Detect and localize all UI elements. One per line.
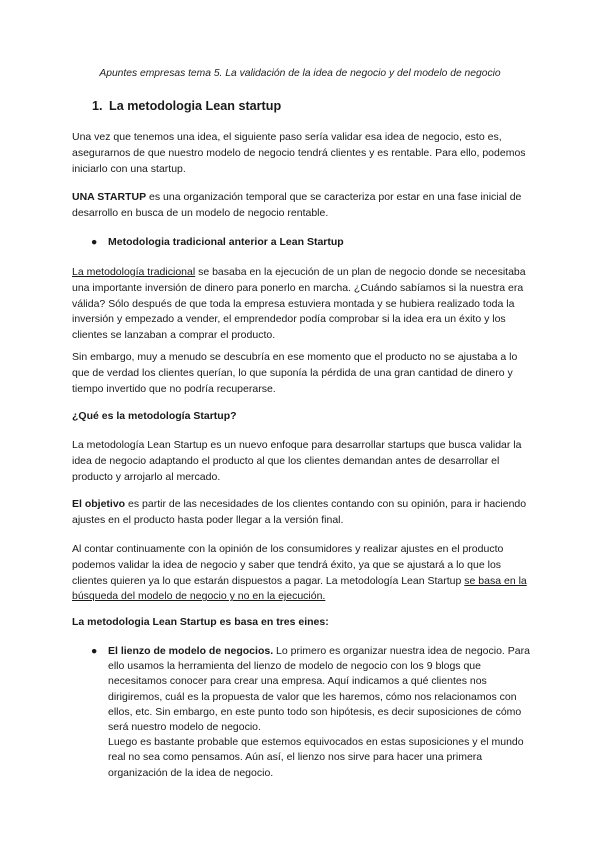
tools-list <box>91 644 531 781</box>
three-tools-heading: La metodologia Lean Startup es basa en tres eines: <box>72 616 329 628</box>
validation-underlined-text: se basa en la búsqueda del modelo de negocio y no en la ejecución. <box>72 574 527 603</box>
traditional-method-paragraph <box>72 265 530 344</box>
list-item-body <box>108 644 531 781</box>
list-item-text-continued: Luego es bastante probable que estemos equivocados en estas suposiciones y el mundo real no sea como pensamos. Aún así, el lienzo nos sirve para hacer una primera organización de la idea de negocio. <box>108 736 524 779</box>
startup-term: UNA STARTUP <box>72 191 147 203</box>
list-bullet-icon: ● <box>91 645 98 657</box>
bullet-dot-icon: ● <box>91 236 98 248</box>
startup-question-heading: ¿Qué es la metodología Startup? <box>72 410 237 422</box>
list-item-title: El lienzo de modelo de negocios. <box>108 645 274 657</box>
validation-paragraph <box>72 542 530 605</box>
section-number: 1. <box>92 99 103 113</box>
intro-paragraph: Una vez que tenemos una idea, el siguiente paso sería validar esa idea de negocio, esto es, asegurarnos de que nuestro modelo de negocio tendrá clientes y es rentable. Para ello, podemos iniciarlo con una startup. <box>72 131 526 175</box>
lean-startup-definition-paragraph: La metodología Lean Startup es un nuevo enfoque para desarrollar startups que busca validar la idea de negocio adaptando el producto al que los clientes demandan antes de desarrollar el producto y arrojarlo al mercado. <box>72 439 522 483</box>
validation-text: Al contar continuamente con la opinión de los consumidores y realizar ajustes en el producto podemos validar la idea de negocio y saber que tendrá éxito, ya que se ajustará a lo que los clientes quieren ya lo que estarán dispuestos a pagar. La metodología Lean Startup <box>72 543 504 587</box>
section-title: La metodologia Lean startup <box>109 99 282 113</box>
startup-definition-text: es una organización temporal que se caracteriza por estar en una fase inicial de desarrollo en busca de un modelo de negocio rentable. <box>72 191 522 219</box>
startup-definition-paragraph <box>72 190 530 222</box>
traditional-method-text: se basaba en la ejecución de un plan de negocio donde se necesitaba una importante inversión de dinero para ponerlo en marcha. ¿Cuándo sabíamos si la nuestra era válida? Sólo después de que toda la empresa estuviera montada y se hubiera realizado toda la inversión y empezado a vender, el emprendedor podía comprobar si la idea era un éxito y los clientes se lanzaban a comprar el producto. <box>72 266 526 342</box>
traditional-method-bullet <box>91 236 344 248</box>
objective-term: El objetivo <box>72 498 126 510</box>
bullet-title: Metodologia tradicional anterior a Lean Startup <box>108 236 344 248</box>
traditional-method-term: La metodología tradicional <box>72 266 196 278</box>
page-header: Apuntes empresas tema 5. La validación de la idea de negocio y del modelo de negocio <box>99 68 501 79</box>
problem-paragraph: Sin embargo, muy a menudo se descubría en ese momento que el producto no se ajustaba a lo que de verdad los clientes querían, lo que suponía la pérdida de una gran cantidad de dinero y tiempo invertido que no podría recuperarse. <box>72 351 518 395</box>
list-item <box>91 644 531 781</box>
section-heading <box>92 99 281 113</box>
objective-text: es partir de las necesidades de los clientes contando con su opinión, para ir haciendo ajustes en el producto hasta poder llegar a la versión final. <box>72 498 527 526</box>
objective-paragraph <box>72 497 530 529</box>
list-item-text: Lo primero es organizar nuestra idea de negocio. Para ello usamos la herramienta del lienzo de modelo de negocio con los 9 blogs que necesitamos conocer para crear una empresa. Aquí indicamos a qué clientes nos dirigiremos, cuál es la propuesta de valor que les haremos, cómo nos relacionamos con ellos, etc. Sin embargo, en este punto todo son hipótesis, es decir suposiciones de cómo será nuestro modelo de negocio. <box>108 645 530 734</box>
